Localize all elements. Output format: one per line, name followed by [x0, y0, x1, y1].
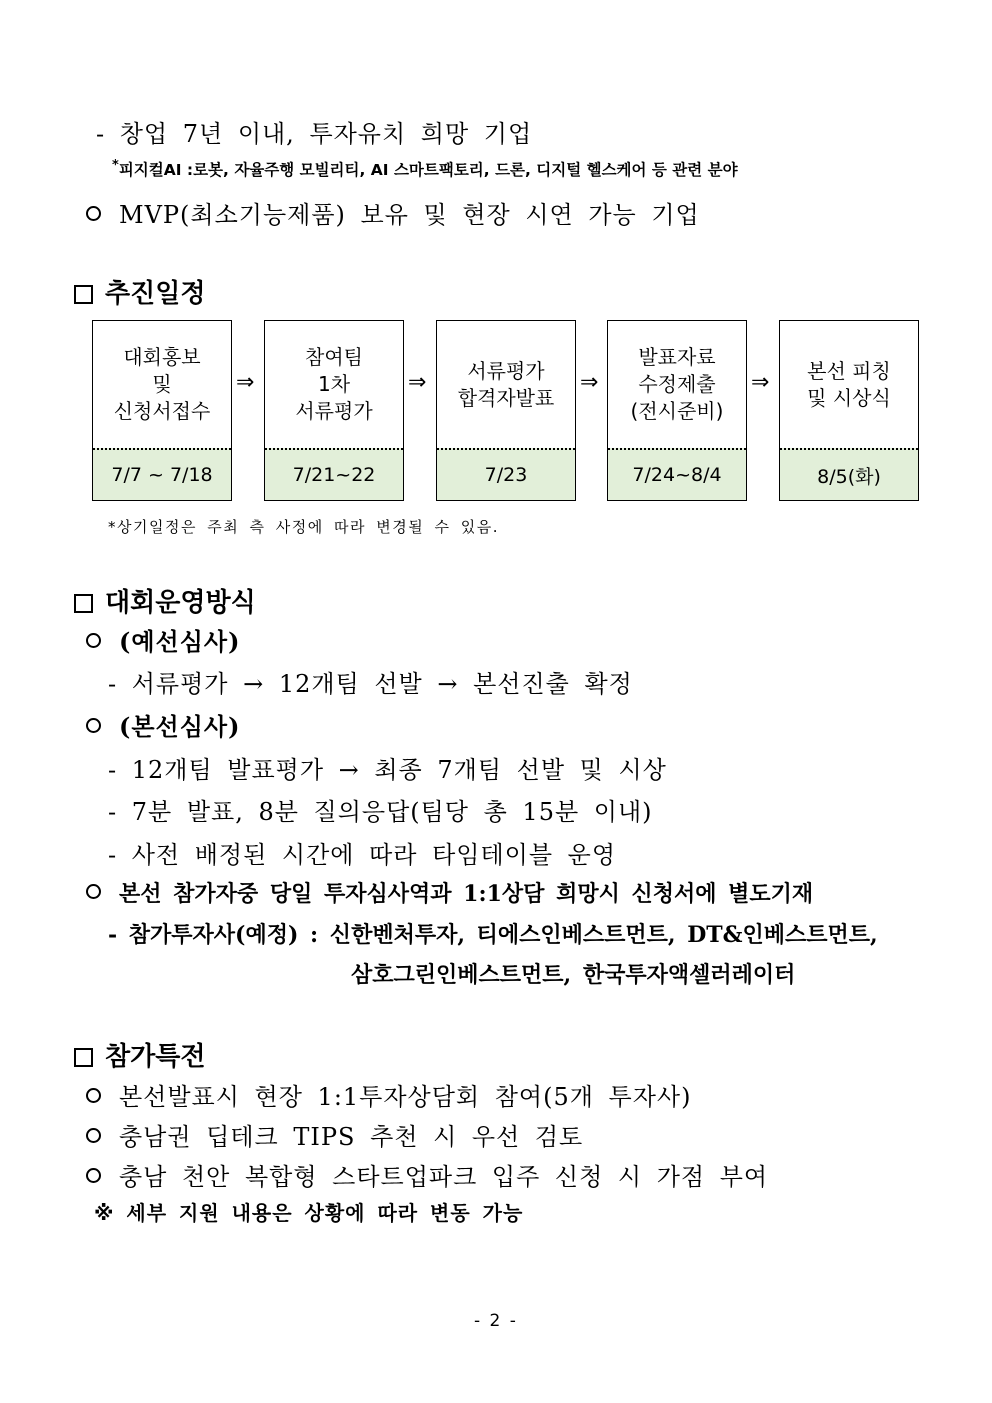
arrow-right-icon: ⇒	[408, 370, 427, 395]
schedule-step	[436, 320, 576, 501]
final-line: - 12개팀 발표평가 → 최종 7개팀 선발 및 시상	[108, 756, 667, 784]
circle-bullet-icon	[86, 633, 101, 648]
eligibility-footnote	[112, 158, 738, 180]
schedule-step-date: 7/23	[437, 448, 575, 500]
section-heading-schedule	[74, 273, 205, 310]
circle-bullet-icon	[86, 206, 101, 221]
operation-heading-text: 대회운영방식	[105, 588, 256, 618]
square-bullet-icon	[74, 594, 93, 613]
schedule-step-label: 대회홍보 및 신청서접수	[113, 345, 211, 423]
prelim-title: (예선심사)	[86, 622, 240, 657]
section-heading-operation	[74, 582, 256, 619]
benefits-note: ※ 세부 지원 내용은 상황에 따라 변동 가능	[94, 1201, 524, 1225]
benefit-item: 본선발표시 현장 1:1투자상담회 참여(5개 투자사)	[86, 1077, 691, 1112]
schedule-step-label: 본선 피칭 및 시상식	[807, 358, 891, 410]
square-bullet-icon	[74, 1048, 93, 1067]
schedule-step-date: 7/21~22	[265, 448, 403, 500]
footnote-mark: *	[112, 158, 119, 173]
schedule-step	[264, 320, 404, 501]
circle-bullet-icon	[86, 884, 101, 899]
eligibility-line: - 창업 7년 이내, 투자유치 희망 기업	[96, 120, 533, 148]
schedule-heading-text: 추진일정	[105, 279, 206, 309]
schedule-step-date: 8/5(화)	[780, 448, 918, 500]
schedule-step-label: 발표자료 수정제출 (전시준비)	[630, 345, 724, 423]
benefit-item: 충남권 딥테크 TIPS 추천 시 우선 검토	[86, 1117, 583, 1152]
circle-bullet-icon	[86, 718, 101, 733]
investors-line-2: 삼호그린인베스트먼트, 한국투자액셀러레이터	[351, 962, 796, 988]
investors-line-1: - 참가투자사(예정) : 신한벤처투자, 티에스인베스트먼트, DT&인베스트먼트,	[108, 922, 878, 948]
arrow-right-icon: ⇒	[751, 370, 770, 395]
schedule-step	[92, 320, 232, 501]
benefit-item: 충남 천안 복합형 스타트업파크 입주 신청 시 가점 부여	[86, 1157, 768, 1192]
circle-bullet-icon	[86, 1168, 101, 1183]
schedule-step	[607, 320, 747, 501]
eligibility-mvp	[86, 195, 700, 230]
mvp-text: MVP(최소기능제품) 보유 및 현장 시연 가능 기업	[119, 201, 700, 229]
schedule-step	[779, 320, 919, 501]
final-title: (본선심사)	[86, 707, 240, 742]
circle-bullet-icon	[86, 1128, 101, 1143]
arrow-right-icon: ⇒	[236, 370, 255, 395]
benefits-heading-text: 참가특전	[105, 1042, 206, 1072]
schedule-note: *상기일정은 주최 측 사정에 따라 변경될 수 있음.	[108, 518, 499, 536]
schedule-step-label: 참여팀 1차 서류평가	[295, 345, 373, 423]
page-number: - 2 -	[474, 1311, 518, 1331]
footnote-text: 피지컬AI :로봇, 자율주행 모빌리티, AI 스마트팩토리, 드론, 디지털 헬스케어 등 관련 분야	[118, 161, 738, 180]
schedule-step-label: 서류평가 합격자발표	[457, 358, 555, 410]
prelim-line: - 서류평가 → 12개팀 선발 → 본선진출 확정	[108, 670, 633, 698]
square-bullet-icon	[74, 285, 93, 304]
circle-bullet-icon	[86, 1088, 101, 1103]
consult-line: 본선 참가자중 당일 투자심사역과 1:1상담 희망시 신청서에 별도기재	[86, 877, 813, 908]
arrow-right-icon: ⇒	[580, 370, 599, 395]
final-line: - 7분 발표, 8분 질의응답(팀당 총 15분 이내)	[108, 798, 653, 826]
schedule-step-date: 7/7 ~ 7/18	[93, 448, 231, 500]
schedule-step-date: 7/24~8/4	[608, 448, 746, 500]
final-line: - 사전 배정된 시간에 따라 타임테이블 운영	[108, 841, 617, 869]
section-heading-benefits	[74, 1036, 205, 1073]
